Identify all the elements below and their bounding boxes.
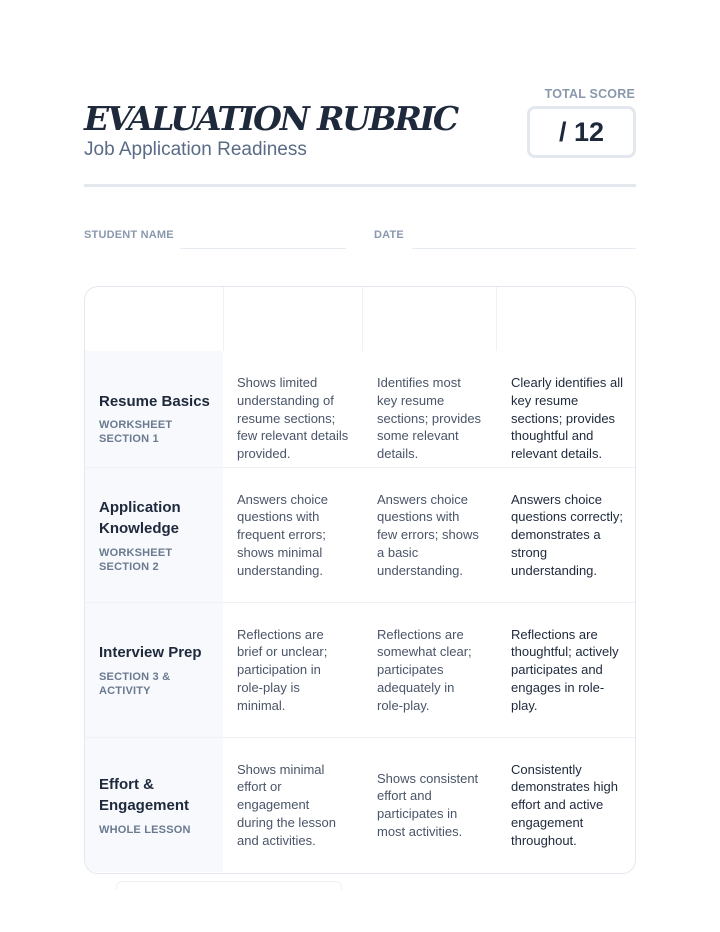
total-score-box[interactable]: [527, 106, 636, 158]
rubric-row: [85, 602, 635, 737]
student-name-label: STUDENT NAME: [84, 229, 174, 241]
student-name-field[interactable]: [180, 248, 346, 249]
column-divider: [362, 287, 363, 351]
level-description: Identifies most key resume sections; provides some relevant details.: [377, 375, 482, 462]
criterion-name: Effort & Engagement: [99, 775, 190, 814]
level-3-cell[interactable]: [511, 351, 625, 486]
level-description: Answers choice questions with few errors; shows a basic understanding.: [377, 491, 479, 578]
page-title: EVALUATION RUBRIC: [84, 99, 457, 138]
date-field[interactable]: [412, 248, 636, 249]
level-1-cell[interactable]: [237, 603, 349, 737]
level-1-cell[interactable]: [237, 468, 349, 602]
criterion-cell: [85, 603, 223, 737]
level-description: Reflections are brief or unclear; participation in role-play is minimal.: [237, 626, 328, 713]
criterion-cell: [85, 738, 223, 872]
total-score-label: TOTAL SCORE: [544, 87, 635, 101]
criterion-source: WORKSHEET SECTION 1: [99, 419, 173, 446]
page-subtitle: Job Application Readiness: [84, 139, 307, 160]
column-divider: [496, 287, 497, 351]
level-3-cell[interactable]: [511, 603, 625, 737]
level-description: Answers choice questions correctly; demonstrates a strong understanding.: [511, 491, 623, 578]
criterion-name: Application Knowledge: [99, 498, 181, 537]
header-divider: [84, 184, 636, 187]
student-info-row: [84, 228, 636, 252]
criterion-name: Interview Prep: [99, 644, 202, 662]
level-description: Reflections are somewhat clear; participates adequately in role-play.: [377, 626, 472, 713]
criterion-source: WORKSHEET SECTION 2: [99, 546, 173, 573]
next-section-edge: [116, 881, 342, 890]
level-description: Shows minimal effort or engagement during the lesson and activities.: [237, 761, 337, 848]
level-3-cell[interactable]: [511, 738, 625, 872]
rubric-row: [85, 351, 635, 486]
level-description: Answers choice questions with frequent errors; shows minimal understanding.: [237, 491, 329, 578]
level-2-cell[interactable]: [377, 603, 483, 737]
level-description: Shows consistent effort and participates in most activities.: [377, 770, 479, 839]
rubric-header: [84, 84, 636, 186]
total-score-value: / 12: [558, 116, 605, 147]
criterion-name: Resume Basics: [99, 392, 210, 410]
rubric-row: [85, 467, 635, 602]
level-2-cell[interactable]: [377, 468, 483, 602]
date-label: DATE: [374, 229, 404, 241]
criterion-source: WHOLE LESSON: [99, 823, 191, 836]
level-3-cell[interactable]: [511, 468, 625, 602]
column-divider: [223, 287, 224, 351]
level-description: Shows limited understanding of resume sections; few relevant details provided.: [237, 375, 349, 462]
level-description: Reflections are thoughtful; actively participates and engages in role-play.: [511, 626, 619, 713]
level-2-cell[interactable]: [377, 351, 483, 486]
level-description: Clearly identifies all key resume sections; provides thoughtful and relevant details.: [511, 375, 623, 462]
rubric-row: [85, 737, 635, 872]
criterion-cell: [85, 351, 223, 486]
criterion-cell: [85, 468, 223, 602]
rubric-table: [84, 286, 636, 874]
level-1-cell[interactable]: [237, 351, 349, 486]
level-description: Consistently demonstrates high effort and active engagement throughout.: [511, 761, 618, 848]
level-2-cell[interactable]: [377, 738, 483, 872]
level-1-cell[interactable]: [237, 738, 349, 872]
criterion-source: SECTION 3 & ACTIVITY: [99, 670, 171, 697]
